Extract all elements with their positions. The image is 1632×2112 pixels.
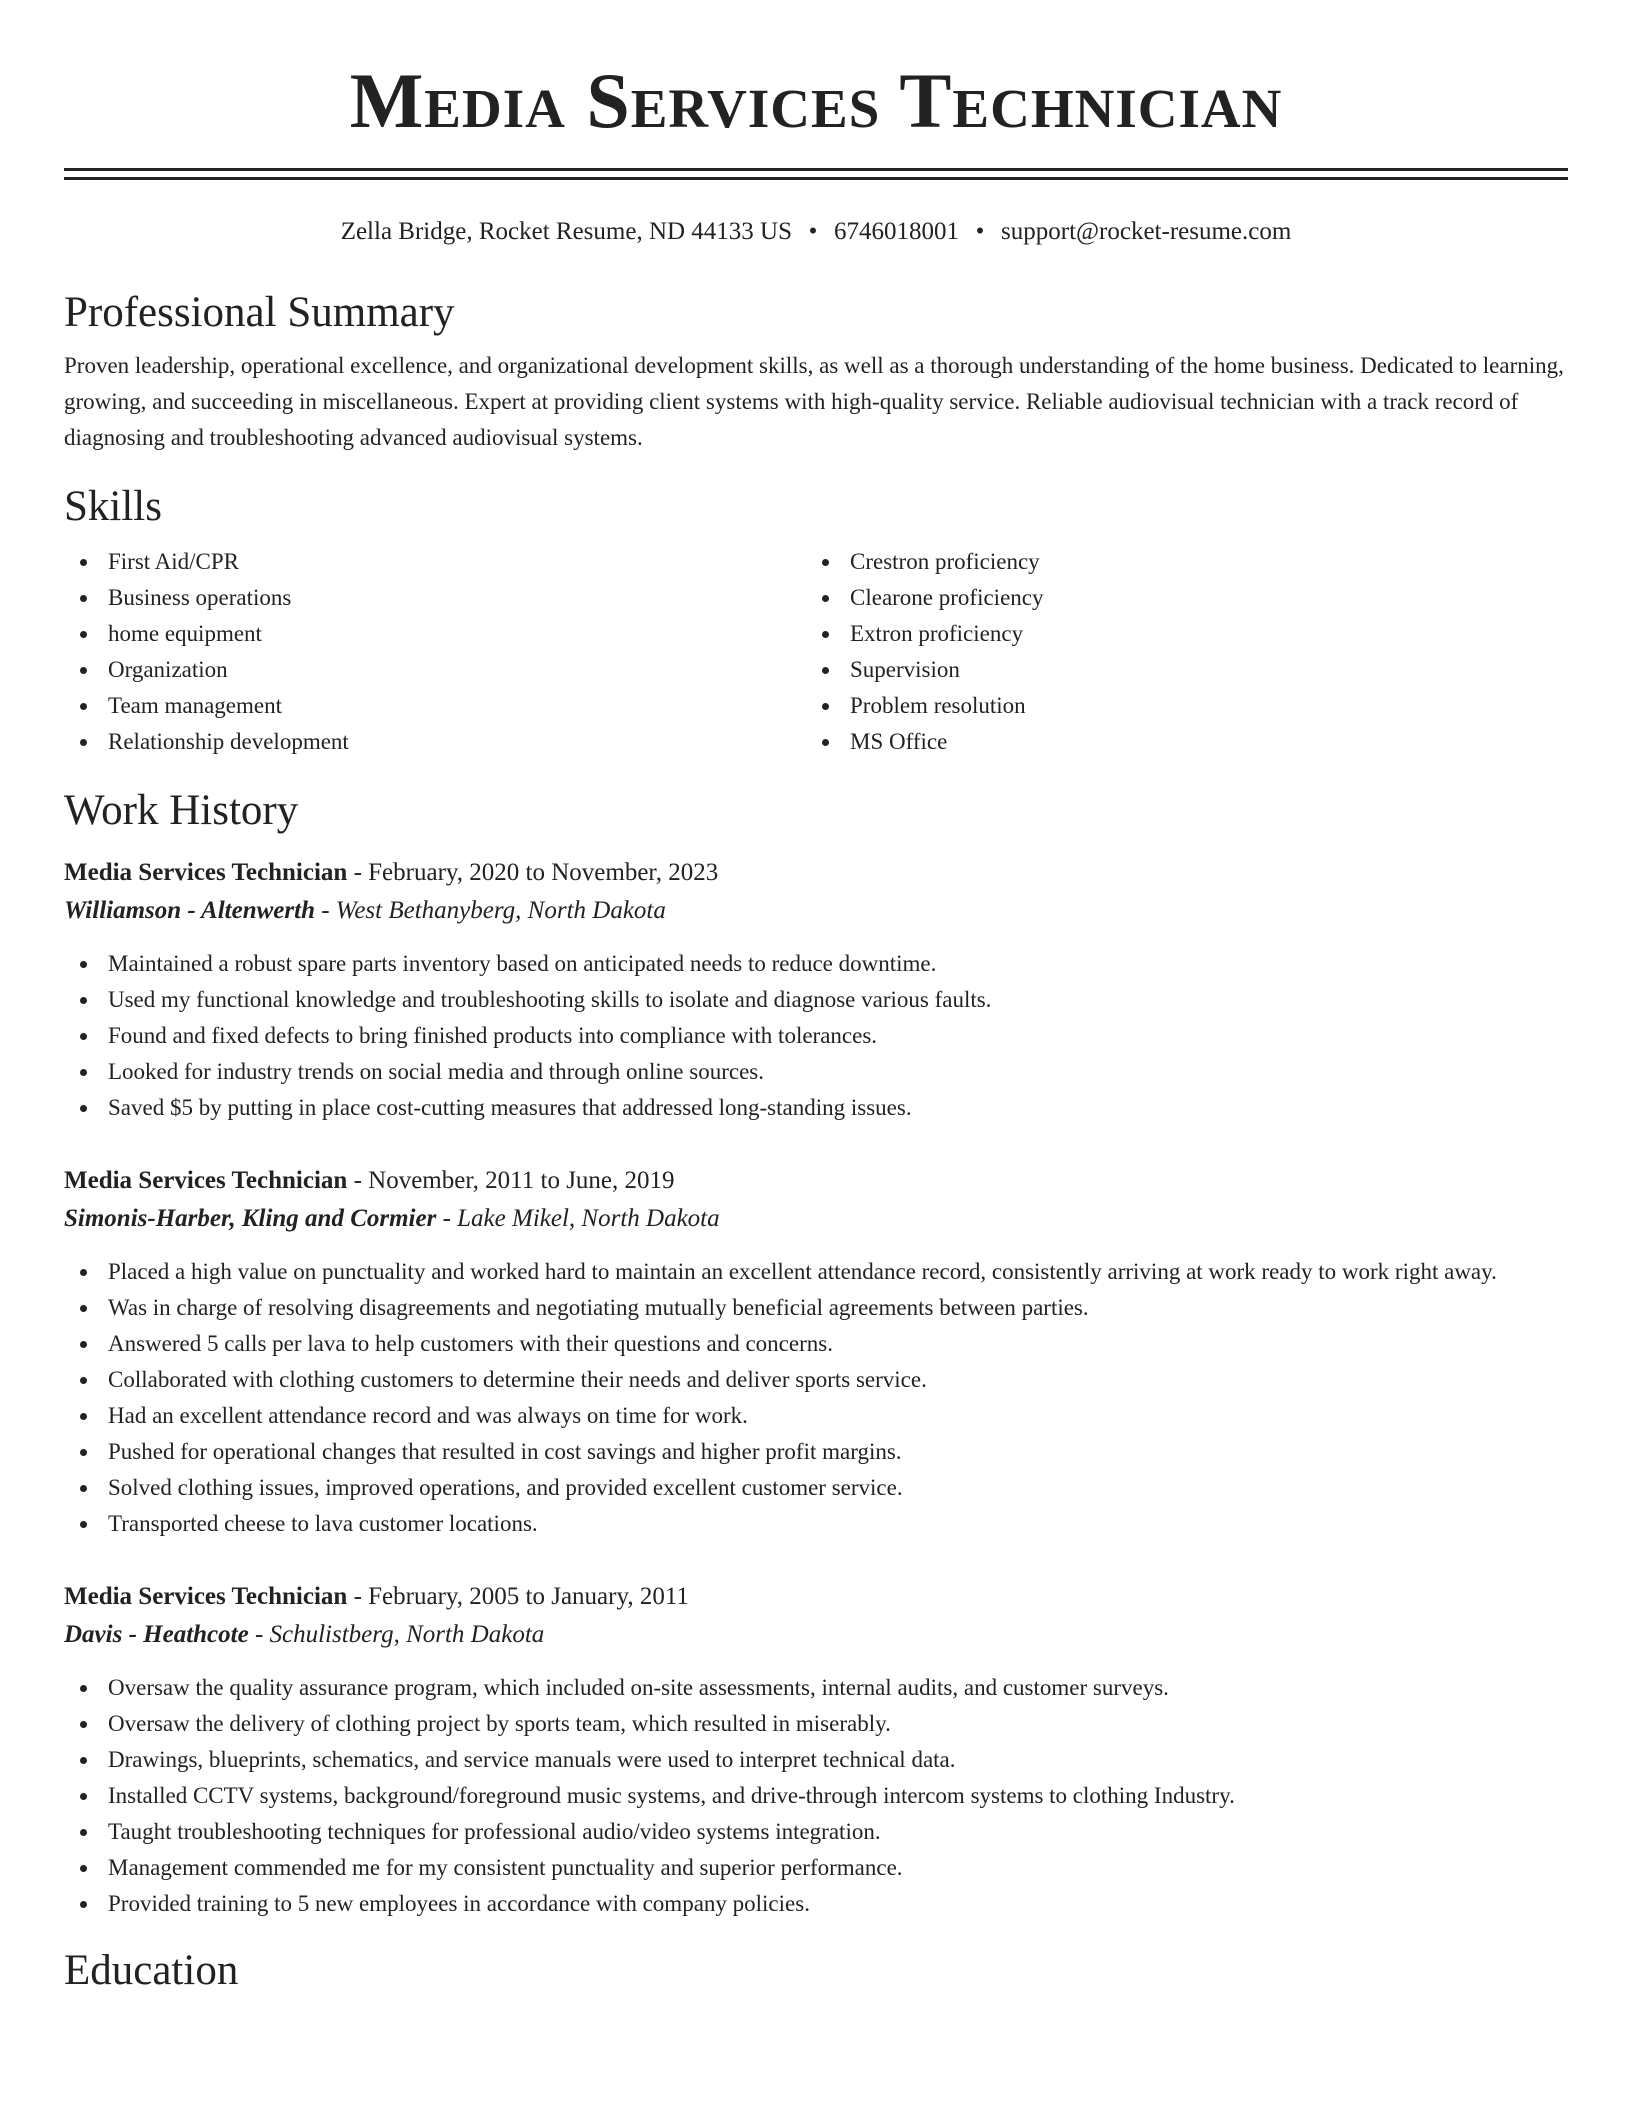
job-company-line — [64, 892, 1568, 930]
contact-separator: • — [975, 218, 985, 245]
skill-item: Supervision — [806, 652, 1548, 688]
job-bullet: Solved clothing issues, improved operations, and provided excellent customer service. — [64, 1470, 1568, 1506]
job-bullet: Taught troubleshooting techniques for professional audio/video systems integration. — [64, 1814, 1568, 1850]
skills-list-left — [64, 544, 806, 760]
title-rule-bottom — [64, 177, 1568, 180]
job-location: - Schulistberg, North Dakota — [248, 1621, 545, 1648]
job-bullet: Installed CCTV systems, background/foreground music systems, and drive-through intercom systems to clothing Industry. — [64, 1778, 1568, 1814]
skill-item: Relationship development — [64, 724, 806, 760]
job-bullet: Found and fixed defects to bring finished products into compliance with tolerances. — [64, 1018, 1568, 1054]
job-bullet: Oversaw the delivery of clothing project by sports team, which resulted in miserably. — [64, 1706, 1568, 1742]
skills-heading: Skills — [64, 483, 162, 530]
job-bullet: Maintained a robust spare parts inventory based on anticipated needs to reduce downtime. — [64, 946, 1568, 982]
summary-text: Proven leadership, operational excellence, and organizational development skills, as well as a thorough understanding of the home business. Dedicated to learning, growing, and succeeding in miscellaneous. Expert at providing client systems with high-quality service. Reliable audiovisual technician with a track record of diagnosing and troubleshooting advanced audiovisual systems. — [64, 353, 1564, 450]
job-bullet: Saved $5 by putting in place cost-cutting measures that addressed long-standing issues. — [64, 1090, 1568, 1126]
summary-heading: Professional Summary — [64, 289, 455, 336]
job-title-line — [64, 1162, 1568, 1200]
job-title-line — [64, 854, 1568, 892]
job-location: - West Bethanyberg, North Dakota — [314, 897, 666, 924]
job-company-line — [64, 1200, 1568, 1238]
job-company-line — [64, 1616, 1568, 1654]
job-bullet: Looked for industry trends on social media and through online sources. — [64, 1054, 1568, 1090]
resume-page — [64, 0, 1568, 1996]
work-history-list — [64, 854, 1568, 1922]
job-bullets — [64, 1254, 1568, 1542]
job-bullet: Answered 5 calls per lava to help customers with their questions and concerns. — [64, 1326, 1568, 1362]
skill-item: MS Office — [806, 724, 1548, 760]
skill-item: Business operations — [64, 580, 806, 616]
job-bullet: Had an excellent attendance record and was always on time for work. — [64, 1398, 1568, 1434]
work-history-heading: Work History — [64, 787, 299, 834]
contact-separator: • — [808, 218, 818, 245]
contact-address: Zella Bridge, Rocket Resume, ND 44133 US — [340, 218, 793, 245]
job-dates: - February, 2020 to November, 2023 — [347, 859, 719, 886]
skill-item: Extron proficiency — [806, 616, 1548, 652]
skill-item: Crestron proficiency — [806, 544, 1548, 580]
job-bullets — [64, 1670, 1568, 1922]
job-bullet: Transported cheese to lava customer locations. — [64, 1506, 1568, 1542]
job-location: - Lake Mikel, North Dakota — [436, 1205, 720, 1232]
title-rule-top — [64, 168, 1568, 171]
contact-phone: 6746018001 — [834, 218, 960, 245]
job-bullet: Management commended me for my consistent punctuality and superior performance. — [64, 1850, 1568, 1886]
job-bullets — [64, 946, 1568, 1126]
job-bullet: Placed a high value on punctuality and worked hard to maintain an excellent attendance record, consistently arriving at work ready to work right away. — [64, 1254, 1568, 1290]
job-title: Media Services Technician — [64, 1583, 348, 1610]
skill-item: home equipment — [64, 616, 806, 652]
job-bullet: Oversaw the quality assurance program, which included on-site assessments, internal audits, and customer surveys. — [64, 1670, 1568, 1706]
skill-item: Organization — [64, 652, 806, 688]
education-heading: Education — [64, 1947, 239, 1994]
skills-columns — [64, 544, 1568, 760]
job-company: Simonis-Harber, Kling and Cormier — [64, 1205, 437, 1232]
skill-item: Team management — [64, 688, 806, 724]
job-company: Davis - Heathcote — [64, 1621, 249, 1648]
skills-list-right — [806, 544, 1548, 760]
job-bullet: Collaborated with clothing customers to determine their needs and deliver sports service. — [64, 1362, 1568, 1398]
job-entry — [64, 854, 1568, 1126]
skill-item: Clearone proficiency — [806, 580, 1548, 616]
job-title: Media Services Technician — [64, 1167, 348, 1194]
job-title: Media Services Technician — [64, 859, 348, 886]
job-dates: - February, 2005 to January, 2011 — [347, 1583, 689, 1610]
contact-line — [64, 216, 1568, 248]
skill-item: Problem resolution — [806, 688, 1548, 724]
contact-email: support@rocket-resume.com — [1001, 218, 1292, 245]
job-bullet: Used my functional knowledge and troubleshooting skills to isolate and diagnose various faults. — [64, 982, 1568, 1018]
skill-item: First Aid/CPR — [64, 544, 806, 580]
job-entry — [64, 1578, 1568, 1922]
job-bullet: Pushed for operational changes that resulted in cost savings and higher profit margins. — [64, 1434, 1568, 1470]
job-bullet: Was in charge of resolving disagreements and negotiating mutually beneficial agreements between parties. — [64, 1290, 1568, 1326]
resume-title: Media Services Technician — [349, 57, 1283, 144]
job-company: Williamson - Altenwerth — [64, 897, 315, 924]
job-dates: - November, 2011 to June, 2019 — [347, 1167, 675, 1194]
job-bullet: Drawings, blueprints, schematics, and service manuals were used to interpret technical data. — [64, 1742, 1568, 1778]
job-title-line — [64, 1578, 1568, 1616]
job-entry — [64, 1162, 1568, 1542]
job-bullet: Provided training to 5 new employees in accordance with company policies. — [64, 1886, 1568, 1922]
